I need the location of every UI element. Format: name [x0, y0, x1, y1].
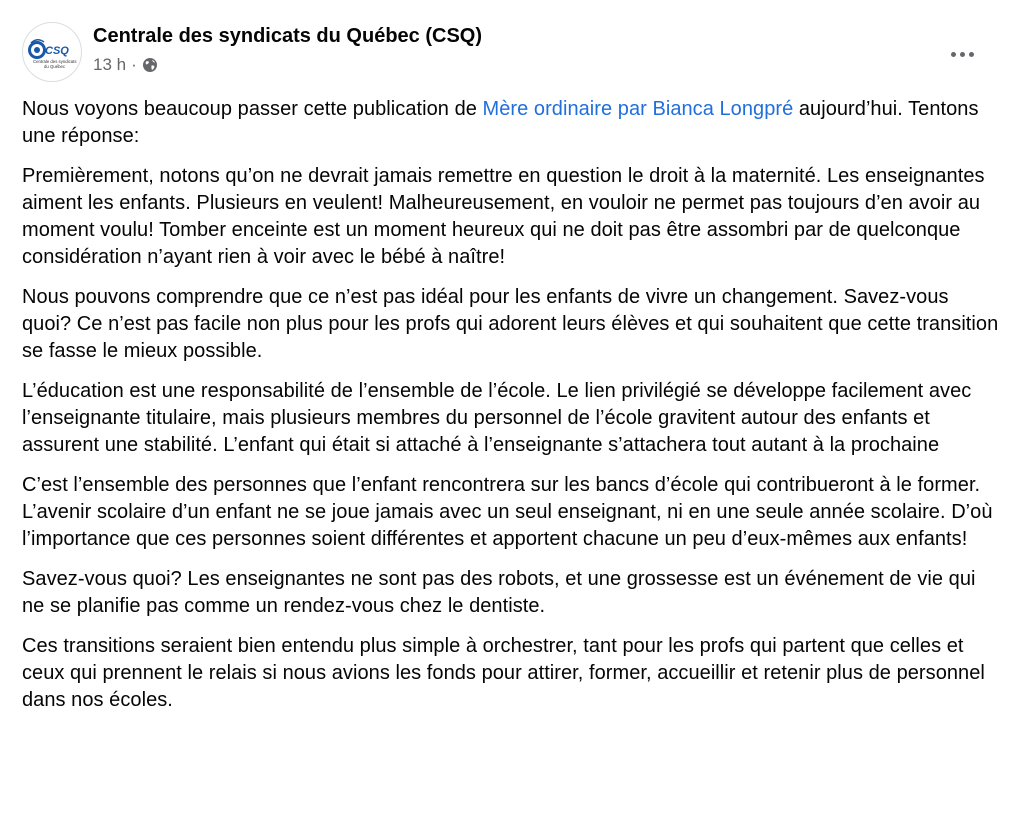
logo-text: CSQ [45, 45, 69, 57]
post-body [22, 96, 1002, 727]
meta-separator: · [131, 55, 137, 74]
post-paragraph: Premièrement, notons qu’on ne devrait jamais remettre en question le droit à la maternité. Les enseignantes aiment les enfants. Plusieurs en veulent! Malheureusement, en vouloir ne permet pas toujours d’en avoir au moment voulu! Tomber enceinte est un moment heureux qui ne doit pas être assombri par de quelconque considération n’ayant rien à voir avec le bébé à naître! [22, 165, 985, 268]
post-header [22, 22, 1000, 86]
post-paragraph: L’éducation est une responsabilité de l’ensemble de l’école. Le lien privilégié se développe facilement avec l’enseignante titulaire, mais plusieurs membres du personnel de l’école gravitent autour des enfants et assurent une stabilité. L’enfant qui était si attaché à l’enseignante s’attachera tout autant à la prochaine [22, 380, 972, 456]
logo-subtitle-1: Centrale des syndicats [33, 59, 77, 64]
avatar[interactable] [22, 22, 82, 82]
intro-text-end: aujourd’hui. Tentons une réponse: [22, 98, 979, 147]
more-dot-icon [951, 52, 956, 57]
post-paragraph: C’est l’ensemble des personnes que l’enfant rencontrera sur les bancs d’école qui contribueront à le former. L’avenir scolaire d’un enfant ne se joue jamais avec un seul enseignant, ni en une seule année scolaire. D’où l’importance que ces personnes soient différentes et apportent chacune un peu d’eux-mêmes aux enfants! [22, 474, 993, 550]
post-meta [93, 55, 158, 75]
author-name[interactable]: Centrale des syndicats du Québec (CSQ) [93, 25, 482, 47]
post-time[interactable]: 13 h [93, 55, 127, 74]
post-paragraph: Ces transitions seraient bien entendu plus simple à orchestrer, tant pour les profs qui partent que celles et ceux qui prennent le relais si nous avions les fonds pour attirer, former, accueillir et retenir plus de personnel dans nos écoles. [22, 635, 985, 711]
post-intro [22, 96, 1002, 150]
post-paragraph: Savez-vous quoi? Les enseignantes ne sont pas des robots, et une grossesse est un événement de vie qui ne se planifie pas comme un rendez-vous chez le dentiste. [22, 568, 976, 617]
globe-icon[interactable] [142, 57, 158, 73]
more-dot-icon [969, 52, 974, 57]
csq-logo-icon [23, 23, 81, 81]
more-dot-icon [960, 52, 965, 57]
more-options-icon[interactable] [944, 39, 980, 69]
intro-text: Nous voyons beaucoup passer cette publication de [22, 98, 483, 120]
post-paragraph: Nous pouvons comprendre que ce n’est pas idéal pour les enfants de vivre un changement. Savez-vous quoi? Ce n’est pas facile non plus pour les profs qui adorent leurs élèves et qui souhaitent que cette transition se fasse le mieux possible. [22, 286, 999, 362]
logo-subtitle-2: du Québec [44, 64, 66, 69]
page-link[interactable]: Mère ordinaire par Bianca Longpré [482, 98, 794, 120]
